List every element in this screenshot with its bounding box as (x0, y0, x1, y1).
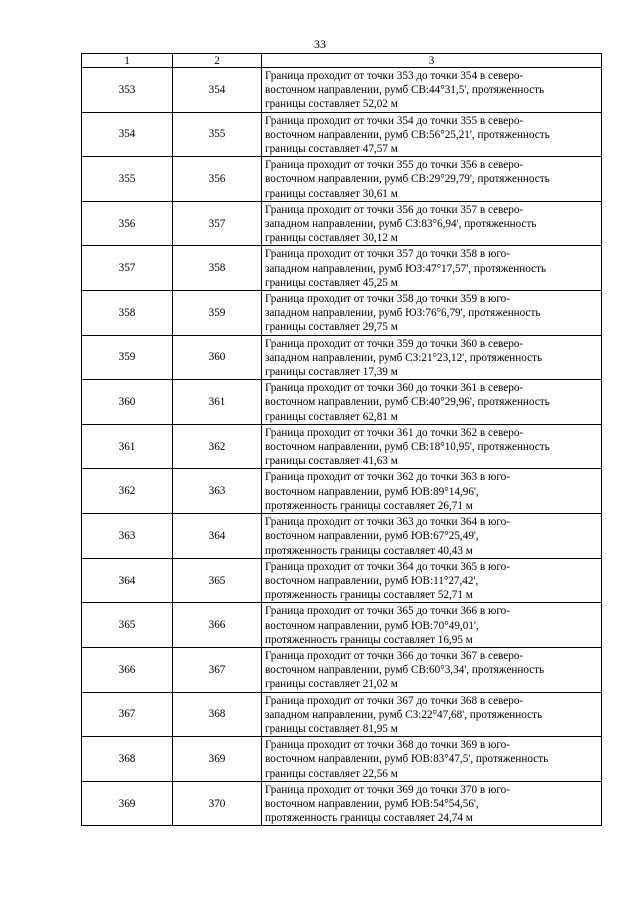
from-point-cell: 364 (82, 558, 173, 603)
description-cell (262, 424, 602, 469)
description-cell (262, 469, 602, 514)
from-point-cell: 363 (82, 514, 173, 559)
description-line: восточном направлении, румб СВ:40°29,96', протяженность (265, 396, 550, 409)
description-cell (262, 291, 602, 336)
description-line: Граница проходит от точки 363 до точки 364 в юго- (265, 516, 510, 529)
to-point-cell: 366 (173, 603, 262, 648)
from-point-cell: 361 (82, 424, 173, 469)
description-line: восточном направлении, румб СВ:18°10,95', протяженность (265, 441, 550, 454)
description-line: Граница проходит от точки 356 до точки 357 в северо- (265, 203, 524, 216)
description-line: протяженность границы составляет 40,43 м (265, 544, 473, 557)
column-header-description: 3 (262, 54, 602, 68)
description-cell (262, 692, 602, 737)
from-point-cell: 359 (82, 335, 173, 380)
description-cell (262, 335, 602, 380)
from-point-cell: 354 (82, 112, 173, 157)
description-line: Граница проходит от точки 367 до точки 368 в северо- (265, 694, 524, 707)
description-line: Граница проходит от точки 357 до точки 358 в юго- (265, 248, 510, 261)
description-line: Граница проходит от точки 369 до точки 370 в юго- (265, 783, 510, 796)
description-line: восточном направлении, румб СВ:29°29,79', протяженность (265, 173, 550, 186)
description-line: Граница проходит от точки 365 до точки 366 в юго- (265, 605, 510, 618)
to-point-cell: 355 (173, 112, 262, 157)
from-point-cell: 367 (82, 692, 173, 737)
description-line: границы составляет 47,57 м (265, 143, 398, 156)
from-point-cell: 358 (82, 291, 173, 336)
description-cell (262, 737, 602, 782)
table-row (82, 246, 602, 291)
description-line: Граница проходит от точки 368 до точки 369 в юго- (265, 739, 510, 752)
table-row (82, 692, 602, 737)
description-line: границы составляет 17,39 м (265, 366, 398, 379)
description-line: западном направлении, румб ЮЗ:76°6,79', протяженность (265, 307, 541, 320)
from-point-cell: 369 (82, 781, 173, 826)
description-line: Граница проходит от точки 364 до точки 365 в юго- (265, 560, 510, 573)
table-header-row (82, 54, 602, 68)
description-line: восточном направлении, румб ЮВ:54°54,56', (265, 797, 479, 810)
table-row (82, 558, 602, 603)
description-line: Граница проходит от точки 366 до точки 367 в северо- (265, 649, 524, 662)
table-row (82, 335, 602, 380)
from-point-cell: 362 (82, 469, 173, 514)
description-line: границы составляет 81,95 м (265, 722, 398, 735)
from-point-cell: 355 (82, 157, 173, 202)
to-point-cell: 363 (173, 469, 262, 514)
description-line: восточном направлении, румб ЮВ:83°47,5', протяженность (265, 753, 549, 766)
table-row (82, 781, 602, 826)
table-row (82, 112, 602, 157)
description-cell (262, 112, 602, 157)
description-line: границы составляет 30,61 м (265, 187, 398, 200)
table-row (82, 647, 602, 692)
description-line: протяженность границы составляет 16,95 м (265, 633, 473, 646)
description-line: восточном направлении, румб ЮВ:89°14,96', (265, 485, 479, 498)
description-cell (262, 68, 602, 113)
from-point-cell: 365 (82, 603, 173, 648)
description-line: восточном направлении, румб ЮВ:67°25,49', (265, 530, 479, 543)
table-row (82, 291, 602, 336)
description-line: восточном направлении, румб ЮВ:11°27,42', (265, 574, 479, 587)
column-header-to-point: 2 (173, 54, 262, 68)
description-cell (262, 781, 602, 826)
from-point-cell: 357 (82, 246, 173, 291)
table-row (82, 380, 602, 425)
to-point-cell: 360 (173, 335, 262, 380)
description-line: западном направлении, румб ЮЗ:47°17,57', протяженность (265, 262, 547, 275)
to-point-cell: 364 (173, 514, 262, 559)
description-cell (262, 558, 602, 603)
boundary-table (81, 53, 602, 826)
to-point-cell: 362 (173, 424, 262, 469)
description-line: Граница проходит от точки 360 до точки 361 в северо- (265, 382, 524, 395)
description-line: границы составляет 62,81 м (265, 410, 398, 423)
description-line: Граница проходит от точки 358 до точки 359 в юго- (265, 293, 510, 306)
description-line: границы составляет 30,12 м (265, 232, 398, 245)
table-row (82, 469, 602, 514)
page-number: 33 (314, 37, 326, 51)
to-point-cell: 368 (173, 692, 262, 737)
to-point-cell: 369 (173, 737, 262, 782)
description-line: восточном направлении, румб ЮВ:70°49,01', (265, 619, 479, 632)
to-point-cell: 358 (173, 246, 262, 291)
to-point-cell: 354 (173, 68, 262, 113)
description-line: Граница проходит от точки 354 до точки 355 в северо- (265, 114, 524, 127)
description-line: Граница проходит от точки 361 до точки 362 в северо- (265, 426, 524, 439)
to-point-cell: 359 (173, 291, 262, 336)
to-point-cell: 367 (173, 647, 262, 692)
description-cell (262, 157, 602, 202)
description-line: западном направлении, румб СЗ:21°23,12', протяженность (265, 351, 543, 364)
description-line: западном направлении, румб СЗ:83°6,94', протяженность (265, 218, 537, 231)
to-point-cell: 356 (173, 157, 262, 202)
from-point-cell: 356 (82, 201, 173, 246)
from-point-cell: 368 (82, 737, 173, 782)
to-point-cell: 357 (173, 201, 262, 246)
to-point-cell: 361 (173, 380, 262, 425)
from-point-cell: 360 (82, 380, 173, 425)
from-point-cell: 353 (82, 68, 173, 113)
description-line: границы составляет 21,02 м (265, 678, 398, 691)
description-line: границы составляет 41,63 м (265, 455, 398, 468)
table-row (82, 201, 602, 246)
description-line: западном направлении, румб СЗ:22°47,68', протяженность (265, 708, 543, 721)
description-line: восточном направлении, румб СВ:60°3,34', протяженность (265, 664, 545, 677)
table-row (82, 514, 602, 559)
description-line: протяженность границы составляет 26,71 м (265, 499, 473, 512)
to-point-cell: 370 (173, 781, 262, 826)
description-cell (262, 514, 602, 559)
table-row (82, 603, 602, 648)
description-cell (262, 380, 602, 425)
to-point-cell: 365 (173, 558, 262, 603)
description-line: Граница проходит от точки 353 до точки 354 в северо- (265, 70, 524, 82)
table-row (82, 424, 602, 469)
description-line: границы составляет 45,25 м (265, 276, 398, 289)
table-row (82, 157, 602, 202)
description-line: границы составляет 29,75 м (265, 321, 398, 334)
description-line: восточном направлении, румб СВ:44°31,5', протяженность (265, 84, 545, 97)
description-cell (262, 246, 602, 291)
description-line: границы составляет 52,02 м (265, 98, 398, 111)
description-cell (262, 603, 602, 648)
table-row (82, 737, 602, 782)
description-line: протяженность границы составляет 52,71 м (265, 589, 473, 602)
from-point-cell: 366 (82, 647, 173, 692)
column-header-from-point: 1 (82, 54, 173, 68)
description-line: Граница проходит от точки 359 до точки 360 в северо- (265, 337, 524, 350)
description-line: Граница проходит от точки 355 до точки 356 в северо- (265, 159, 524, 172)
table-row (82, 68, 602, 113)
description-line: Граница проходит от точки 362 до точки 363 в юго- (265, 471, 510, 484)
description-line: протяженность границы составляет 24,74 м (265, 812, 473, 825)
description-cell (262, 201, 602, 246)
description-cell (262, 647, 602, 692)
description-line: границы составляет 22,56 м (265, 767, 398, 780)
description-line: восточном направлении, румб СВ:56°25,21', протяженность (265, 128, 550, 141)
